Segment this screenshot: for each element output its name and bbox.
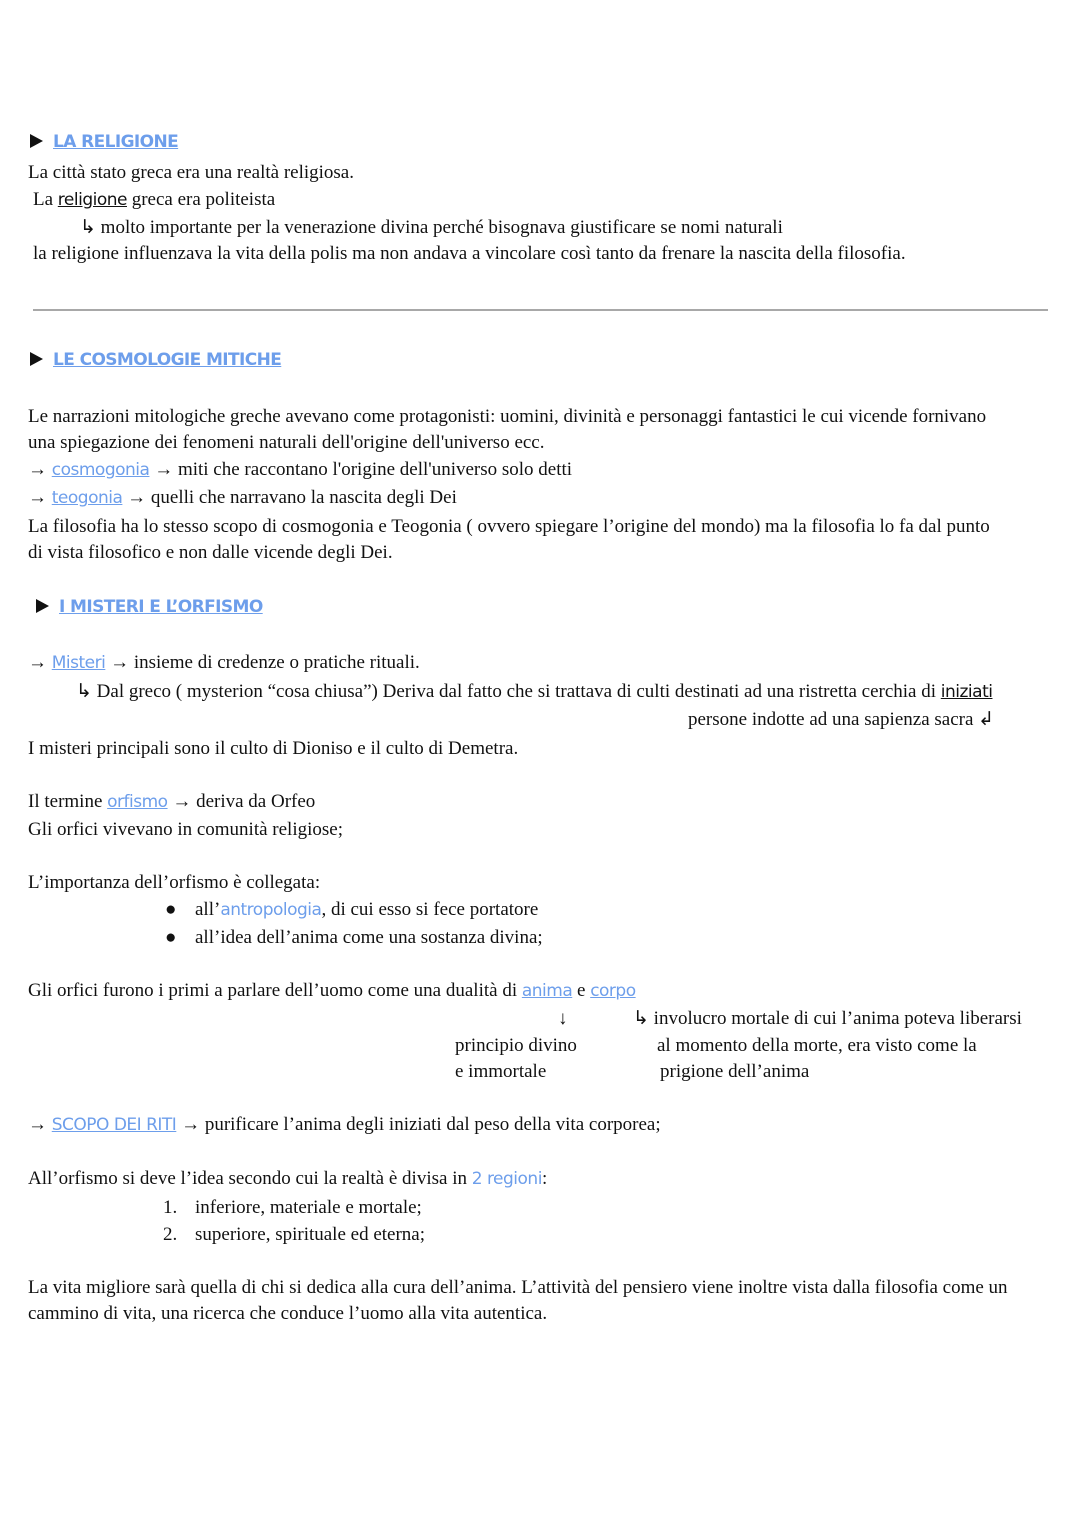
text-line — [28, 1168, 547, 1190]
section-heading-cosmologie: LE COSMOLOGIE MITICHE — [30, 349, 281, 371]
text-line: prigione dell’anima — [660, 1061, 810, 1082]
arrow: → — [28, 459, 47, 480]
text-line — [28, 459, 572, 481]
text: superiore, spirituale ed eterna; — [195, 1224, 426, 1245]
text: All’orfismo si deve l’idea secondo cui la realtà è divisa in — [28, 1168, 472, 1189]
text-line: principio divino — [455, 1035, 577, 1056]
text: → purificare l’anima degli iniziati dal peso della vita corporea; — [176, 1114, 661, 1135]
list-item — [163, 1224, 425, 1246]
keyword-antropologia: antropologia — [220, 900, 322, 920]
text-line: una spiegazione dei fenomeni naturali dell'origine dell'universo ecc. — [28, 432, 545, 453]
text-line: e immortale — [455, 1061, 547, 1082]
keyword-scopo-dei-riti: SCOPO DEI RITI — [51, 1115, 177, 1135]
text-line: La filosofia ha lo stesso scopo di cosmogonia e Teogonia ( ovvero spiegare l’origine del mondo) ma la filosofia lo fa dal punto — [28, 516, 990, 537]
text: greca era politeista — [126, 189, 276, 210]
keyword-iniziati: iniziati — [940, 682, 993, 702]
keyword-cosmogonia: cosmogonia — [51, 460, 150, 480]
text-line — [33, 189, 275, 211]
text-line: al momento della morte, era visto come la — [657, 1035, 977, 1056]
text: : — [541, 1168, 548, 1189]
text-line — [28, 980, 636, 1002]
keyword-religione: religione — [57, 190, 127, 210]
arrow: → — [28, 1114, 47, 1135]
down-arrow-icon: ↓ — [558, 1008, 568, 1029]
triangle-bullet-icon — [36, 599, 49, 613]
text: → insieme di credenze o pratiche rituali. — [110, 652, 420, 673]
text: ↳ Dal greco ( mysterion “cosa chiusa”) Deriva dal fatto che si trattava di culti destinati ad una ristretta cerchia di — [76, 681, 941, 702]
text-line: Gli orfici vivevano in comunità religiose; — [28, 819, 344, 840]
list-item — [163, 1197, 422, 1219]
divider — [33, 309, 1048, 311]
bullet-icon: ● — [165, 899, 177, 920]
text-line: La città stato greca era una realtà religiosa. — [28, 162, 354, 183]
text-line — [28, 652, 420, 674]
text-line — [76, 681, 992, 703]
text-line: di vista filosofico e non dalle vicende degli Dei. — [28, 542, 393, 563]
text-line: cammino di vita, una ricerca che conduce l’uomo alla vita autentica. — [28, 1303, 548, 1324]
text: all’ — [195, 899, 221, 920]
bullet-icon: ● — [165, 927, 177, 948]
text: all’idea dell’anima come una sostanza divina; — [195, 927, 543, 948]
triangle-bullet-icon — [30, 134, 43, 148]
arrow: → — [28, 652, 47, 673]
keyword-misteri: Misteri — [51, 653, 106, 673]
text-line — [28, 1114, 661, 1136]
keyword-2-regioni: 2 regioni — [471, 1169, 542, 1189]
text-line — [28, 487, 457, 509]
text: → quelli che narravano la nascita degli Dei — [127, 487, 457, 508]
triangle-bullet-icon — [30, 352, 43, 366]
text-line: ↳ involucro mortale di cui l’anima poteva liberarsi — [633, 1008, 1022, 1029]
text: → deriva da Orfeo — [167, 791, 316, 812]
arrow: → — [28, 487, 47, 508]
text: Gli orfici furono i primi a parlare dell’uomo come una dualità di — [28, 980, 522, 1001]
list-number: 1. — [163, 1197, 178, 1218]
list-number: 2. — [163, 1224, 178, 1245]
keyword-teogonia: teogonia — [51, 488, 123, 508]
list-item — [165, 899, 538, 921]
text-line: La vita migliore sarà quella di chi si dedica alla cura dell’anima. L’attività del pensiero viene inoltre vista dalla filosofia come un — [28, 1277, 1008, 1298]
text: inferiore, materiale e mortale; — [195, 1197, 422, 1218]
text: Il termine — [28, 791, 108, 812]
text: → miti che raccontano l'origine dell'universo solo detti — [154, 459, 573, 480]
text-line: I misteri principali sono il culto di Dioniso e il culto di Demetra. — [28, 738, 519, 759]
text: La — [33, 189, 58, 210]
text: e — [572, 980, 591, 1001]
keyword-corpo: corpo — [590, 981, 636, 1001]
section-heading-religione: LA RELIGIONE — [30, 131, 178, 153]
text-line: la religione influenzava la vita della polis ma non andava a vincolare così tanto da frenare la nascita della filosofia. — [33, 243, 906, 264]
section-heading-misteri: I MISTERI E L’ORFISMO — [36, 596, 263, 618]
text-line: L’importanza dell’orfismo è collegata: — [28, 872, 321, 893]
text-line: Le narrazioni mitologiche greche avevano come protagonisti: uomini, divinità e personaggi fantastici le cui vicende fornivano — [28, 406, 987, 427]
text-line: persone indotte ad una sapienza sacra ↲ — [688, 709, 995, 730]
list-item — [165, 927, 543, 949]
text-line — [28, 791, 315, 813]
text: , di cui esso si fece portatore — [321, 899, 539, 920]
keyword-orfismo: orfismo — [107, 792, 168, 812]
text-line: ↳ molto importante per la venerazione divina perché bisognava giustificare se nomi naturali — [80, 217, 783, 238]
keyword-anima: anima — [521, 981, 573, 1001]
